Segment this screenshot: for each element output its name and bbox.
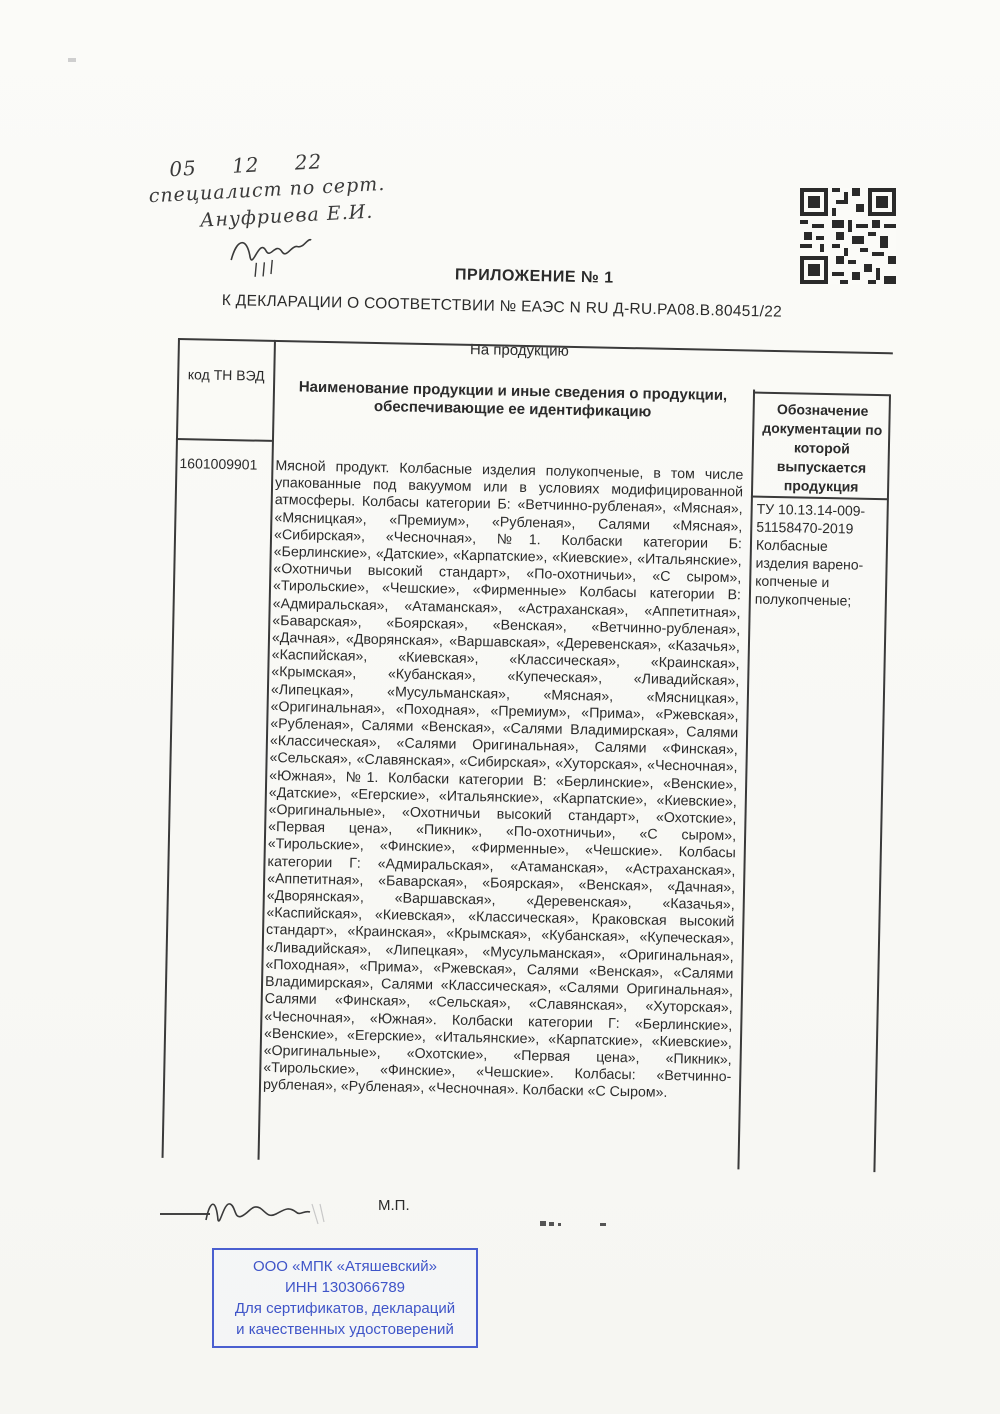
table-top-border (178, 338, 893, 354)
organization-stamp (212, 1248, 478, 1348)
qr-code (800, 188, 896, 284)
table-header-rule-doc-top (753, 392, 890, 396)
tn-ved-code: 1601009901 (179, 455, 258, 473)
product-description: Мясной продукт. Колбасные изделия полукопченые, в том числе упакованные под вакуумом или в условиях модифицированной атмосферы. Колбасы категории Б: «Ветчинно-рубленая», «Мясная», «Мясницкая», «Премиум», «Рубленая», Салями «Мясная», «Сибирская», «Чесночная», №1. Колбаски категории Б: «Берлинские», «Датские», «Карпатские», «Киевские», «Итальянские», «Охотничьи высокий стандарт», «По-охотничьи», «С сыром», «Тирольские», «Чешские», «Фирменные» Колбасы категории В: «Адмиральская», «Атаманская», «Астраханская», «Аппетитная», «Баварская», «Боярская», «Венская», «Ветчинно-рубленая», «Дачная», «Дворянская», «Варшавская», «Деревенская», «Казачья», «Каспийская», «Киевская», «Классическая», «Краинская», «Крымская», «Кубанская», «Купеческая», «Ливадийская», «Липецкая», «Мусульманская», «Мясная», «Мясницкая», «Оригинальная», «Походная», «Премиум», «Прима», «Ржевская», «Рубленая», Салями «Венская», «Салями Владимирская», Салями «Классическая», «Салями Оригинальная», Салями «Финская», «Сельская», «Славянская», «Сибирская», «Хуторская», «Чесночная», «Южная», №1. Колбаски категории В: «Берлинские», «Венские», «Датские», «Егерские», «Итальянские», «Карпатские», «Киевские», «Оригинальные», «Охотничьи высокий стандарт», «Охотские», «Первая цена», «Пикник», «По-охотничьи», «С сыром», «Тирольские», «Финские», «Фирменные», «Чешские». Колбасы категории Г: «Адмиральская», «Атаманская», «Астраханская», «Аппетитная», «Баварская», «Боярская», «Венская», «Дачная», «Дворянская», «Варшавская», «Деревенская», «Казачья», «Каспийская», «Киевская», «Классическая», Краковская высокий стандарт», «Краинская», «Крымская», «Кубанская», «Купеческая», «Ливадийская», «Липецкая», «Мусульманская», «Оригинальная», «Походная», «Прима», «Ржевская», Салями «Венская», «Салями Владимирская», Салями «Классическая», «Салями Оригинальная», Салями «Финская», «Сельская», «Славянская», «Хуторская», «Чесночная», «Южная». Колбаски категории Г: «Берлинские», «Венские», «Егерские», «Итальянские», «Карпатские», «Киевские», «Оригинальные», «Охотские», «Первая цена», «Пикник», «Тирольские», «Финские», «Чешские». Колбасы: «Ветчинно-рубленая», «Рубленая», «Чесночная». Колбаски «С Сыром». (262, 457, 744, 1102)
appendix-title: ПРИЛОЖЕНИЕ № 1 (454, 266, 614, 287)
declaration-title: К ДЕКЛАРАЦИИ О СООТВЕТСТВИИ № ЕАЭС N RU Д-RU.РА08.В.80451/22 (221, 292, 783, 321)
table-left-border (162, 338, 180, 1158)
signature (200, 1190, 330, 1230)
handwritten-signature (225, 226, 317, 281)
stamp-purpose-line-2: и качественных удостоверений (236, 1321, 454, 1338)
scan-edge-mark (68, 58, 76, 62)
standard-document: ТУ 10.13.14-009-51158470-2019 Колбасные изделия варено-копченые и полукопченые; (754, 500, 866, 609)
handwritten-note (147, 146, 393, 288)
stamp-inn: ИНН 1303066789 (284, 1279, 406, 1296)
product-label: На продукцию (469, 341, 570, 360)
column-header-name: Наименование продукции и иные сведения о продукции, обеспечивающие ее идентификацию (298, 378, 728, 421)
stamp-company-name: ООО «МПК «Атяшевский» (252, 1258, 438, 1275)
handwritten-role: специалист по серт. (148, 172, 386, 208)
column-header-code: код ТН ВЭД (187, 366, 265, 384)
handwritten-date: 05 12 22 (168, 149, 323, 182)
stamp-purpose-line-1: Для сертификатов, деклараций (234, 1300, 456, 1317)
column-header-document: Обозначение документации по которой выпускается продукция (762, 401, 883, 495)
cut-off-text (540, 1219, 630, 1227)
seal-placeholder-label: М.П. (378, 1197, 410, 1214)
handwritten-name: Ануфриева Е.И. (199, 200, 374, 232)
table-header-rule-code (176, 438, 272, 441)
product-table (161, 338, 893, 1202)
